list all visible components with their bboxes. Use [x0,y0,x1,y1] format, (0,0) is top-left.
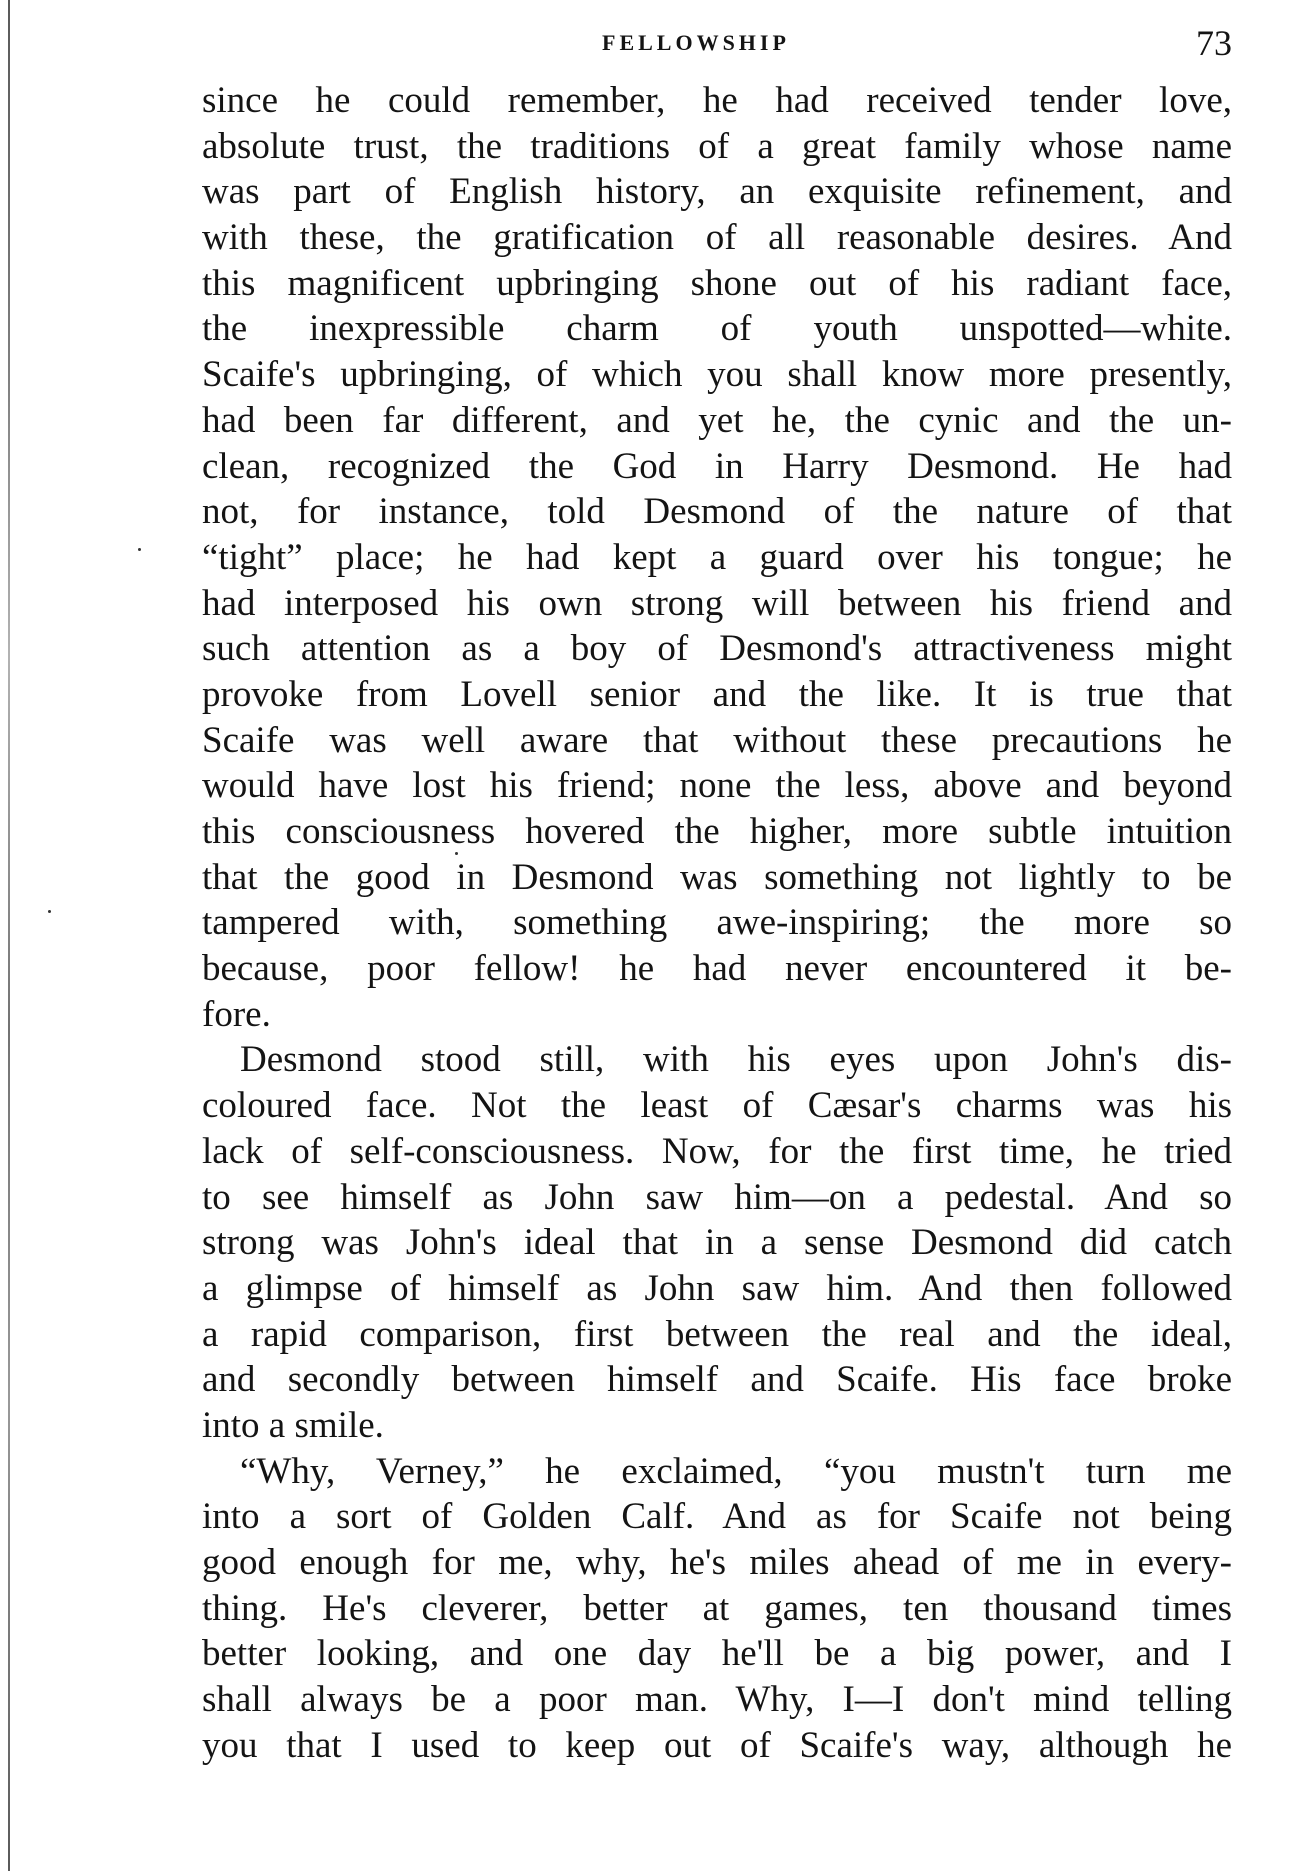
text-line: with these, the gratification of all reasonable desires. And [202,217,1232,259]
text-line: good enough for me, why, he's miles ahead of me in every- [202,1542,1232,1583]
body-text [202,78,1232,1768]
text-line: clean, recognized the God in Harry Desmond. He had [202,445,1232,487]
text-line: better looking, and one day he'll be a big power, and I [202,1633,1232,1675]
text-line: to see himself as John saw him—on a pedestal. And so [202,1176,1232,1218]
text-line: thing. He's cleverer, better at games, ten thousand times [202,1587,1232,1629]
text-line: shall always be a poor man. Why, I—I don't mind telling [202,1679,1232,1721]
text-line: since he could remember, he had received tender love, [202,80,1232,121]
text-line: that the good in Desmond was something not lightly to be [202,856,1232,898]
text-line: strong was John's ideal that in a sense Desmond did catch [202,1222,1232,1264]
text-line: had been far different, and yet he, the cynic and the un- [202,399,1232,441]
text-line: tampered with, something awe-inspiring; the more so [202,902,1232,944]
text-line: into a sort of Golden Calf. And as for Scaife not being [202,1496,1232,1538]
text-line: not, for instance, told Desmond of the nature of that [202,491,1232,533]
text-line: and secondly between himself and Scaife. His face broke [202,1359,1232,1401]
text-line: Scaife's upbringing, of which you shall know more presently, [202,354,1232,396]
text-line: would have lost his friend; none the less, above and beyond [202,765,1232,807]
text-line: provoke from Lovell senior and the like. It is true that [202,673,1232,715]
text-line: was part of English history, an exquisite refinement, and [202,171,1232,213]
page-gutter-line [8,0,10,1871]
running-head: FELLOWSHIP [602,30,790,55]
text-line: because, poor fellow! he had never encountered it be- [202,948,1232,990]
text-line: coloured face. Not the least of Cæsar's charms was his [202,1085,1232,1127]
text-line: “Why, Verney,” he exclaimed, “you mustn't turn me [240,1450,1232,1492]
text-line: Desmond stood still, with his eyes upon John's dis- [240,1039,1232,1081]
text-line: absolute trust, the traditions of a great family whose name [202,125,1232,167]
page-number: 73 [1196,23,1232,63]
text-line: the inexpressible charm of youth unspotted—white. [202,308,1232,350]
text-line: had interposed his own strong will between his friend and [202,582,1232,624]
text-line: lack of self-consciousness. Now, for the first time, he tried [202,1130,1232,1172]
text-line: a rapid comparison, first between the real and the ideal, [202,1313,1232,1355]
text-line: Scaife was well aware that without these precautions he [202,719,1232,761]
print-speck [138,548,141,551]
text-line: this consciousness hovered the higher, more subtle intuition [202,811,1232,852]
page-header [202,20,1232,70]
text-line: you that I used to keep out of Scaife's way, although he [202,1724,1232,1766]
text-line: such attention as a boy of Desmond's attractiveness might [202,628,1232,670]
text-line: this magnificent upbringing shone out of his radiant face, [202,262,1232,304]
text-line: into a smile. [202,1404,384,1446]
text-line: “tight” place; he had kept a guard over his tongue; he [202,536,1232,578]
print-speck [48,910,51,913]
text-line: a glimpse of himself as John saw him. And then followed [202,1267,1232,1309]
text-line: fore. [202,993,271,1035]
